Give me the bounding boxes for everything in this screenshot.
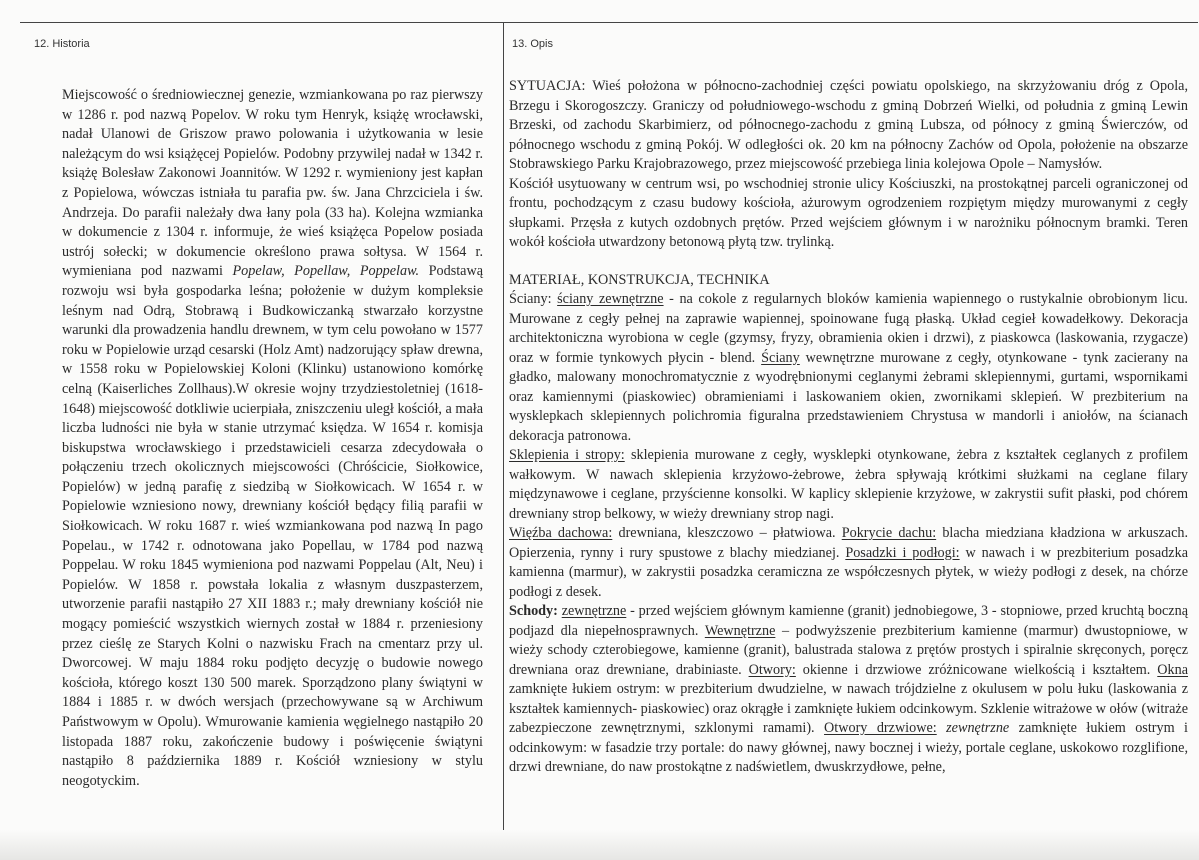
text-segment: w nawach i w prezbiterium posadzka kamienna (marmur), w zakrystii posadzka ceramiczna ze współczesnych płytek, w wieży podłogi z desek, na chórze podłogi z desek. [509,544,1188,600]
text-segment: Otwory drzwiowe: [824,720,937,736]
scan-bottom-edge [0,830,1199,860]
text-segment: Kościół usytuowany w centrum wsi, po wschodniej stronie ulicy Kościuszki, na prostokątnej parceli ograniczonej od frontu, pochodzącym z czasu budowy kościoła, ażurowym ogrodzeniem rozpiętym między murowanymi z cegły słupkami. Przęsła z kutych ozdobnych prętów. Przed wejściem głównym i w narożniku północnym bramki. Teren wokół kościoła utwardzony betonową płytą tzw. trylinką. [509,175,1188,250]
text-segment: wewnętrzne murowane z cegły, otynkowane - tynk zacierany na gładko, malowany monochromatycznie z wyodrębnionymi ceglanymi żebrami sklepiennymi, gurtami, wspornikami oraz kamiennymi (piaskowiec) obramieniami i laskowaniem okien, zwornikami sklepień. W prezbiterium na wysklepkach sklepiennych polichromia figuralna przedstawieniem Chrystusa w mandorli i aniołów, na ścianach dekoracja patronowa. [509,349,1188,444]
text-segment: MATERIAŁ, KONSTRUKCJA, TECHNIKA [509,271,770,288]
column-divider [503,22,504,832]
text-segment: okienne i drzwiowe zróżnicowane wielkością i kształtem. [795,661,1158,678]
text-segment: Wewnętrzne [704,622,776,639]
text-segment: Okna [1157,661,1189,678]
paragraph [509,271,1188,291]
text-segment: zewnętrzne [561,603,627,619]
text-segment: - na cokole z regularnych bloków kamienia wapiennego o rustykalnie obrobionym licu. Murowane z cegły pełnej na zaprawie wapiennej, spoinowane fugą płaską. Układ cegieł kowadełkowy. Dekoracja architektoniczna wyrobiona w cegle (gzymsy, fryzy, obramienia okien i drzwi), z piaskowca (laskowania, rzygacze) oraz w formie tynkowych płycin - blend. [509,291,1188,366]
text-segment: Wieś położona w północno-zachodniej części powiatu opolskiego, na skrzyżowaniu dróg z Opola, Brzegu i Skorogoszczy. Graniczy od południowego-wschodu z gminą Dobrzeń Wielki, od południa z gminą Lewin Brzeski, od zachodu Skarbimierz, od północnego-zachodu z gminą Lubsza, od północy z gminą Świerczów, od północnego wschodu z gminą Pokój. W odległości ok. 20 km na północny Zachów od Opola, położenie na obszarze Stobrawskiego Parku Krajobrazowego, przez miejscowość przebiega linia kolejowa Opole – Namysłów. [509,78,1188,172]
text-segment: SYTUACJA: [509,78,586,94]
paragraph [509,524,1188,602]
text-segment: drewniana, kleszczowo – płatwiowa. [612,525,842,541]
text-segment: Ściany [761,349,800,366]
text-segment: Sklepienia i stropy: [509,447,625,463]
text-segment: Podstawą rozwoju wsi była gospodarka leśna; położenie w dużym kompleksie leśnym nad Odrą, Stobrawą i Budkowiczanką stwarzało korzystne warunki dla prowadzenia handlu drewnem, w tym celu powołano w 1577 roku w Popielowie urząd cesarski (Holz Amt) nadzorujący spław drewna, w 1558 roku w Popielowskiej Koloni (Klinku) ustanowiono komórkę celną (Kaiserliches Zollhaus).W okresie wojny trzydziestoletniej (1618-1648) miejscowość dotkliwie ucierpiała, zniszczeniu uległ kościół, a mała liczba ludności nie była w stanie utrzymać księdza. W 1654 r. komisja biskupstwa wrocławskiego i przedstawicieli cesarza zdecydowała o połączeniu trzech okolicznych miejscowości (Chróścicie, Siołkowice, Popielów) w jedną parafię z siedzibą w Siołkowicach. W 1654 r. w Popielowie wzniesiono nowy, drewniany kościół będący filią parafii w Siołkowicach. W roku 1687 r. wieś wzmiankowana pod nazwą In pago Popelau., w 1742 r. odnotowana jako Popellau, w 1784 pod nazwą Poppelau. W roku 1845 wymieniona pod nazwami Poppelau (Alt, Neu) i Popielów. W 1858 r. powstała lokalia z własnym duszpasterzem, utworzenie parafii nastąpiło 27 XII 1883 r.; mały drewniany kościół nie mogący pomieścić wszystkich wiernych został w 1884 r. przeniesiony przez cieślę ze Starych Kolni o nazwisku Frach na cmentarz przy ul. Dworcowej. W maju 1884 roku podjęto decyzję o budowie nowego kościoła, którego koszt 130 500 marek. Sporządzono plany świątyni w 1884 i 1885 r. w dwóch wersjach (przechowywane są w Archiwum Państwowym w Opolu). Wmurowanie kamienia węgielnego nastąpiło 20 listopada 1887 roku, zakończenie budowy i poświęcenie świątyni nastąpiło 8 października 1889 r. Kościół wzniesiony w stylu neogotyckim. [62,263,483,789]
text-segment: zewnętrzne [946,720,1010,736]
text-segment [937,720,946,736]
text-segment: ściany zewnętrzne [557,291,664,307]
text-segment: Posadzki i podłogi: [845,544,960,561]
text-segment: Miejscowość o średniowiecznej genezie, wzmiankowana po raz pierwszy w 1286 r. pod nazwą Popelov. W roku tym Henryk, książę wrocławski, nadał Ulanowi de Griszow prawo polowania i użytkowania w lesie należącym do wsi książęcej Popielów. Podobny przywilej nadał w 1342 r. książę Bolesław Zakonowi Joannitów. W 1292 r. wymieniony jest kapłan z Popielowa, wówczas istniała tu parafia pw. św. Jana Chrzciciela i św. Andrzeja. Do parafii należały dwa łany pola (33 ha). Kolejna wzmianka w dokumencie z 1304 r. informuje, że wieś książęca Popelow posiada ustrój sołecki; w dokumencie określono prawa sołtysa. W 1564 r. wymieniana pod nazwami [62,87,483,280]
text-segment: Popelaw, Popellaw, Poppelaw. [232,263,420,280]
text-segment: zamknięte łukiem ostrym i odcinkowym: w fasadzie trzy portale: do nawy głównej, nawy bocznej i wieży, portale ceglane, uskokowo rozglifione, drzwi drewniane, do naw prostokątne z nadświetlem, dwuskrzydłowe, pełne, [509,720,1188,775]
text-segment: blacha miedziana kładziona w arkuszach. Opierzenia, rynny i rury spustowe z blachy miedzianej. [509,525,1189,561]
text-segment: Ściany: [509,291,558,307]
text-segment: - przed wejściem głównym kamienne (granit) jednobiegowe, 3 - stopniowe, przed kruchtą boczną podjazd dla niepełnosprawnych. [509,603,1188,639]
paragraph [62,86,483,791]
text-segment: Więźba dachowa: [509,525,613,541]
text-segment: Otwory: [748,661,796,678]
paragraph [509,175,1188,253]
text-segment: Pokrycie dachu: [841,525,937,541]
text-segment: zamknięte łukiem ostrym: w prezbiterium dwudzielne, w nawach trójdzielne z okulusem w polu łuku (laskowania z kształtek kamiennych- piaskowiec) oraz okrągłe i zamknięte łukiem odcinkowym. Szklenie witrażowe w ołów (witraże zabezpieczone zewnętrznymi, szklonymi ramami). [509,681,1188,736]
description-column [509,77,1188,778]
history-column [62,86,483,791]
table-top-border [20,22,1198,23]
text-segment: – podwyższenie prezbiterium kamienne (marmur) dwustopniowe, w wieży schody czterobiegowe, kamienne (granit), balustrada stalowa z prętów prostych i spiralnie skręconych, poręcz drewniana oraz drewniane, drabiniaste. [509,622,1188,678]
paragraph [509,602,1188,778]
paragraph [509,446,1188,524]
text-segment: sklepienia murowane z cegły, wysklepki otynkowane, żebra z kształtek ceglanych z profilem wałkowym. W nawach sklepienia krzyżowo-żebrowe, żebra spływają krótkimi służkami na ceglane filary międzynawowe i ceglane, przyścienne konsolki. W kaplicy sklepienie krzyżowe, w zakrystii sufit płaski, pod chórem drewniany strop belkowy, w wieży drewniany strop nagi. [509,447,1188,522]
section-label-description: 13. Opis [512,38,553,50]
section-label-history: 12. Historia [34,38,90,50]
paragraph [509,290,1188,446]
text-segment: Schody: [509,603,558,619]
paragraph [509,77,1188,175]
